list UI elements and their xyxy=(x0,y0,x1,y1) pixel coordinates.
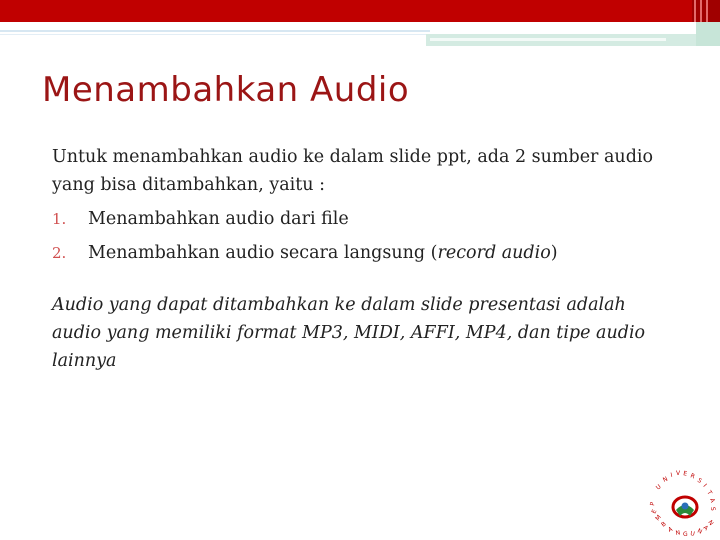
svg-text:P: P xyxy=(649,501,657,507)
svg-text:G: G xyxy=(683,531,688,538)
svg-text:N: N xyxy=(706,519,715,527)
svg-text:R: R xyxy=(689,472,696,481)
svg-text:N: N xyxy=(696,527,704,536)
svg-text:T: T xyxy=(705,489,714,497)
svg-text:A: A xyxy=(708,497,717,504)
svg-text:U: U xyxy=(654,483,663,492)
svg-text:M: M xyxy=(654,513,663,523)
note-line: lainnya xyxy=(52,351,117,371)
decor-line xyxy=(0,34,430,35)
svg-text:N: N xyxy=(661,475,669,484)
source-list xyxy=(52,205,672,267)
top-bar-stripe xyxy=(706,0,708,22)
svg-text:B: B xyxy=(660,520,668,529)
list-text xyxy=(88,239,558,267)
list-item xyxy=(52,239,672,267)
list-number: 2. xyxy=(52,244,67,262)
top-bar-stripe xyxy=(700,0,702,22)
list-text-part: Menambahkan audio secara langsung ( xyxy=(88,243,438,263)
list-number: 1. xyxy=(52,210,67,228)
list-text-italic: record audio xyxy=(437,243,551,263)
svg-text:A: A xyxy=(667,525,674,534)
university-logo-icon xyxy=(649,470,718,540)
svg-text:E: E xyxy=(650,508,659,515)
intro-paragraph xyxy=(52,143,672,199)
note-line: audio yang memiliki format MP3, MIDI, AFFI, MP4, dan tipe audio xyxy=(52,323,646,343)
teal-accent-end xyxy=(696,22,720,46)
svg-text:A: A xyxy=(701,524,710,533)
teal-accent-highlight xyxy=(430,38,666,41)
svg-text:U: U xyxy=(689,530,696,538)
svg-text:S: S xyxy=(709,506,717,511)
slide-title: Menambahkan Audio xyxy=(42,70,410,110)
svg-text:E: E xyxy=(682,470,688,478)
decor-line xyxy=(0,30,430,32)
list-text: Menambahkan audio dari file xyxy=(88,209,349,229)
top-bar xyxy=(0,0,720,22)
note-line: Audio yang dapat ditambahkan ke dalam slide presentasi adalah xyxy=(52,295,626,315)
svg-text:I: I xyxy=(669,471,674,479)
svg-text:S: S xyxy=(695,476,703,485)
list-item xyxy=(52,205,672,233)
intro-line: yang bisa ditambahkan, yaitu : xyxy=(52,175,326,195)
list-text-part: ) xyxy=(550,243,558,263)
svg-text:I: I xyxy=(701,482,708,489)
note-paragraph xyxy=(52,291,672,375)
slide-content xyxy=(52,143,672,375)
top-bar-stripe xyxy=(694,0,696,22)
svg-text:N: N xyxy=(675,529,681,537)
svg-text:V: V xyxy=(676,470,681,477)
intro-line: Untuk menambahkan audio ke dalam slide ppt, ada 2 sumber audio xyxy=(52,147,654,167)
